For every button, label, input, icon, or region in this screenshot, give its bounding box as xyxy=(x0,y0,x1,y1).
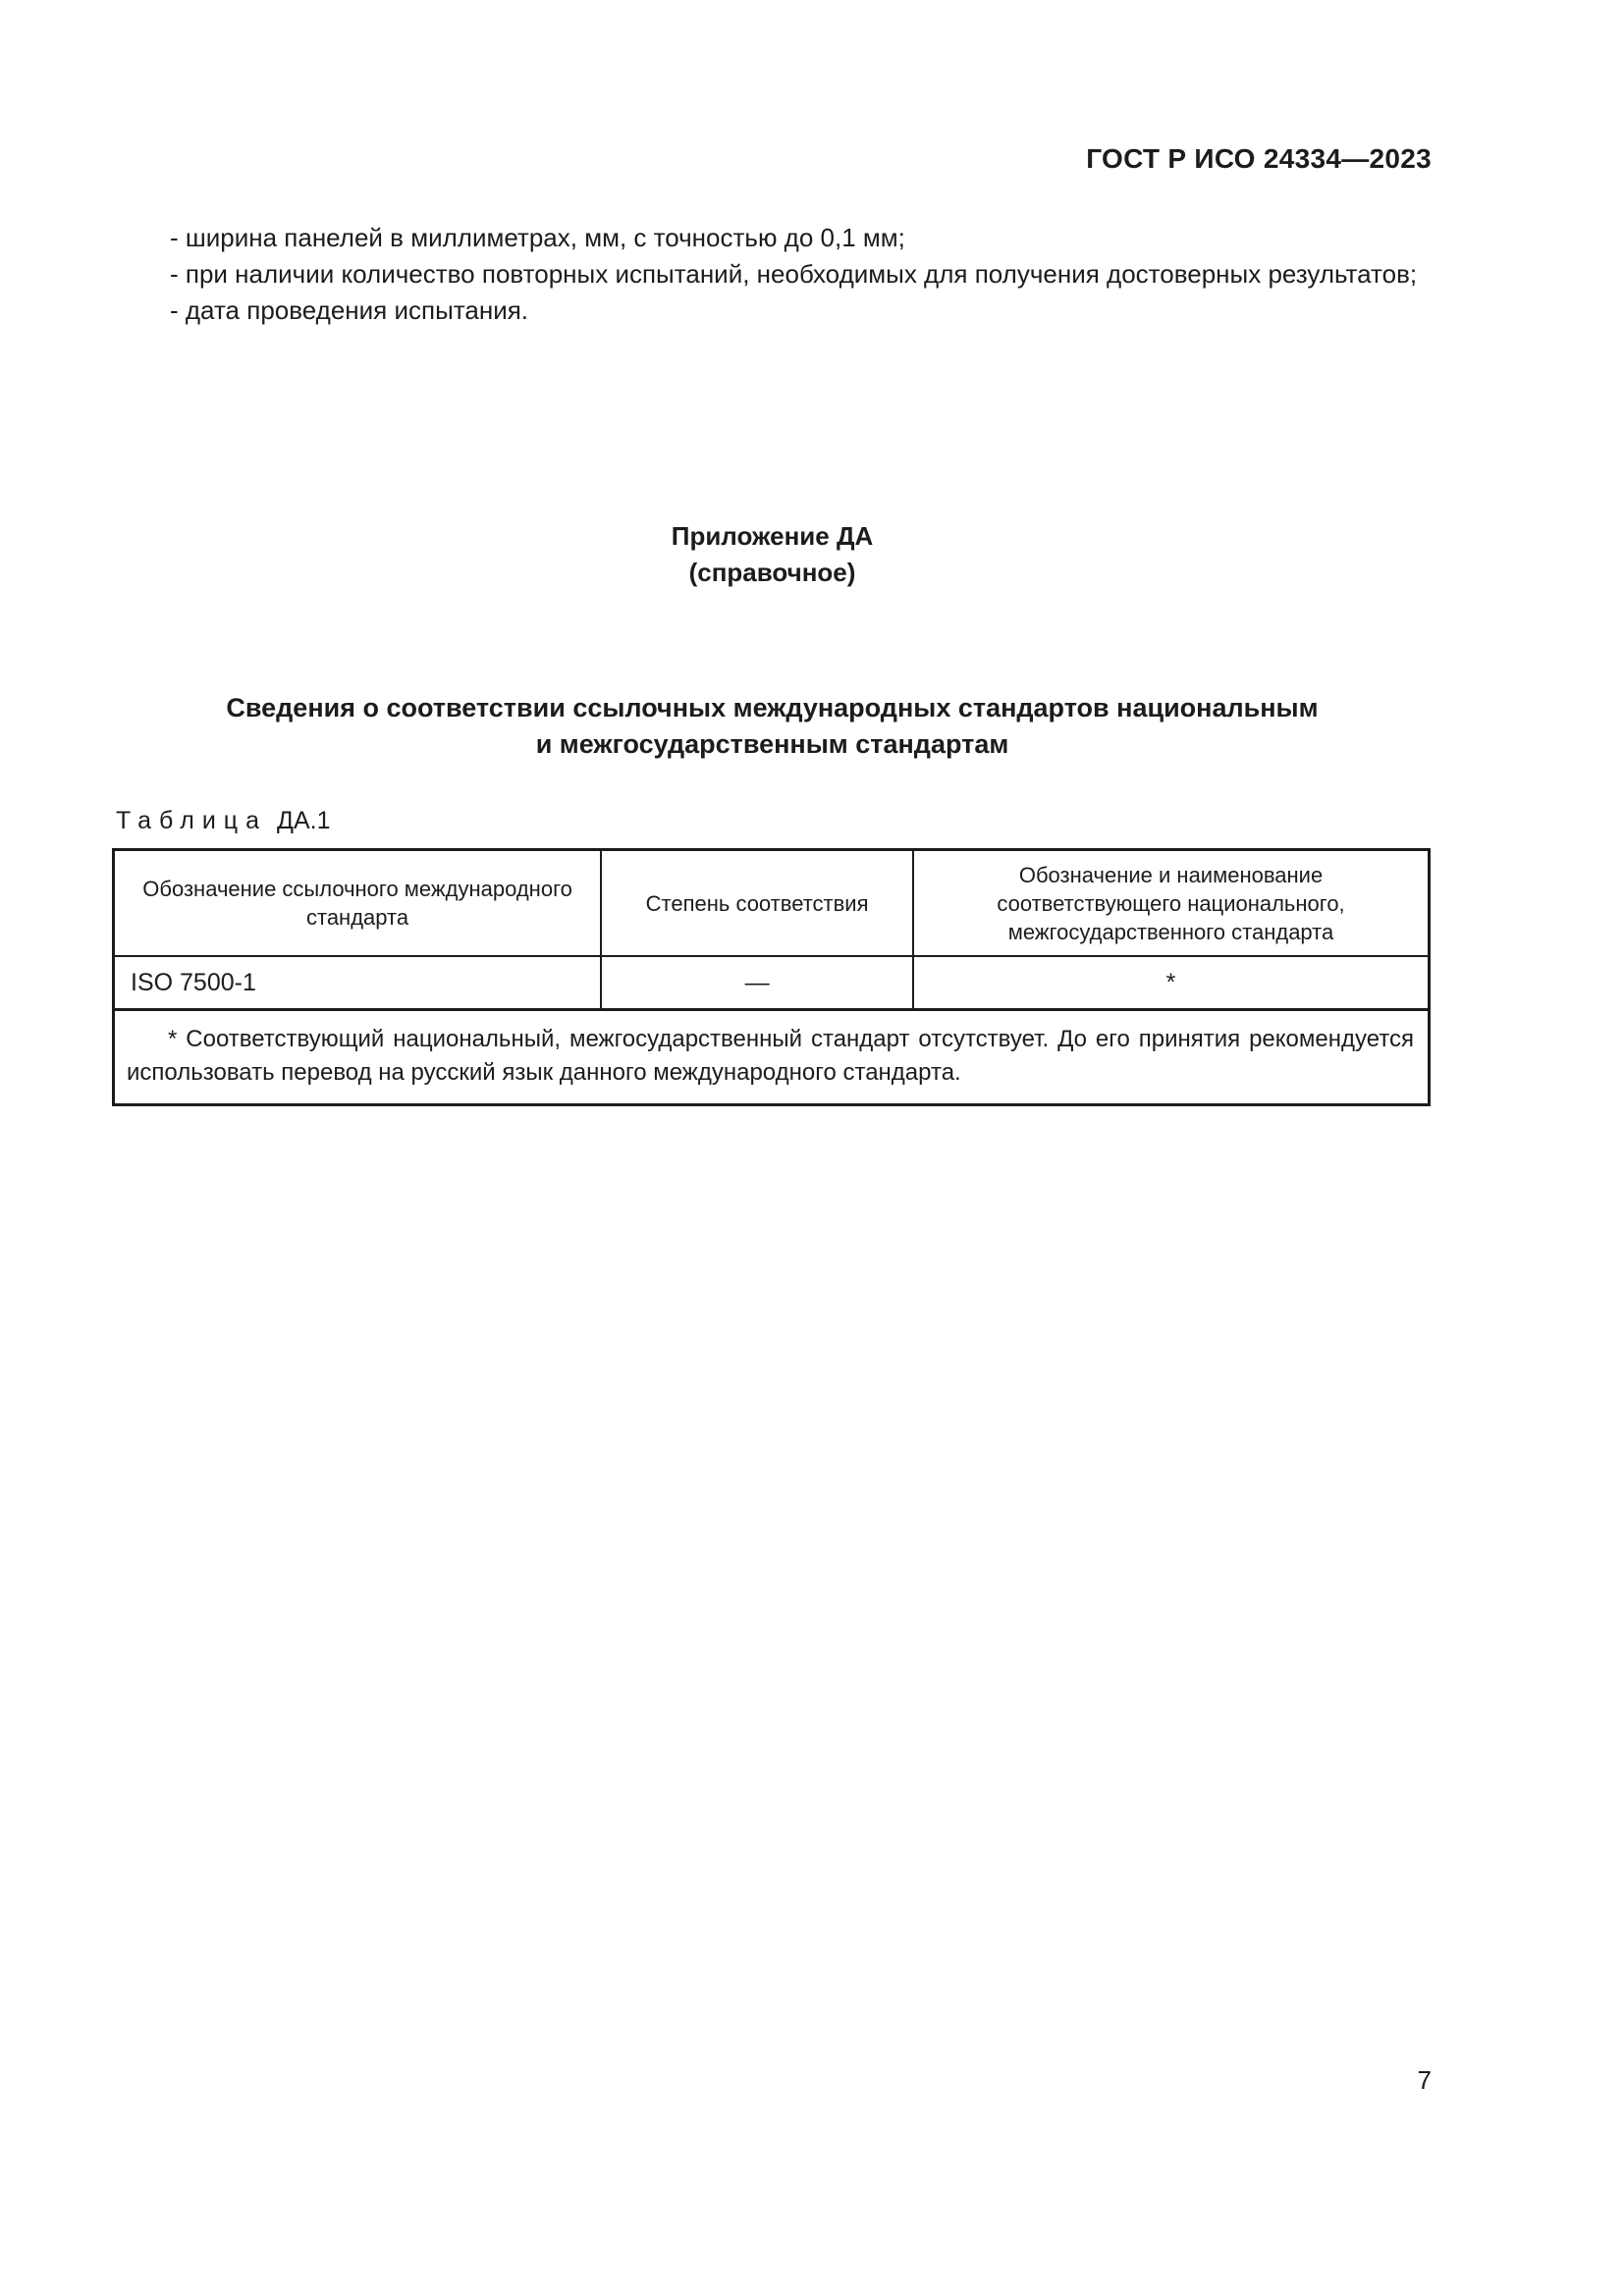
correspondence-table xyxy=(112,848,1431,1106)
cell-corresponding-standard: * xyxy=(913,956,1429,1010)
document-header: ГОСТ Р ИСО 24334—2023 xyxy=(1086,143,1432,174)
section-heading-line: Сведения о соответствии ссылочных международных стандартов национальным xyxy=(226,693,1319,722)
cell-degree: — xyxy=(601,956,913,1010)
appendix-block xyxy=(113,518,1432,591)
table-caption-number: ДА.1 xyxy=(277,807,331,834)
table-header-row xyxy=(114,850,1430,957)
list-item: - при наличии количество повторных испытаний, необходимых для получения достоверных результатов; xyxy=(170,259,1418,289)
list-item: - ширина панелей в миллиметрах, мм, с точностью до 0,1 мм; xyxy=(170,223,905,252)
section-heading xyxy=(113,690,1432,763)
column-header-reference-standard: Обозначение ссылочного международного стандарта xyxy=(114,850,602,957)
table-footnote: * Соответствующий национальный, межгосударственный стандарт отсутствует. До его принятия рекомендуется использовать перевод на русский язык данного международного стандарта. xyxy=(114,1010,1430,1105)
table-caption xyxy=(116,807,331,835)
appendix-title: Приложение ДА xyxy=(671,521,874,551)
column-header-corresponding-standard: Обозначение и наименование соответствующего национального, межгосударственного стандарта xyxy=(913,850,1429,957)
section-heading-line: и межгосударственным стандартам xyxy=(535,729,1009,759)
appendix-subtitle: (справочное) xyxy=(688,558,856,587)
list-item: - дата проведения испытания. xyxy=(170,295,529,325)
cell-reference-standard: ISO 7500-1 xyxy=(114,956,602,1010)
page-number: 7 xyxy=(1417,2065,1432,2095)
dash-list xyxy=(113,220,1432,329)
table-caption-label: Таблица xyxy=(116,807,268,834)
column-header-degree: Степень соответствия xyxy=(601,850,913,957)
table-footnote-row xyxy=(114,1010,1430,1105)
table-row xyxy=(114,956,1430,1010)
